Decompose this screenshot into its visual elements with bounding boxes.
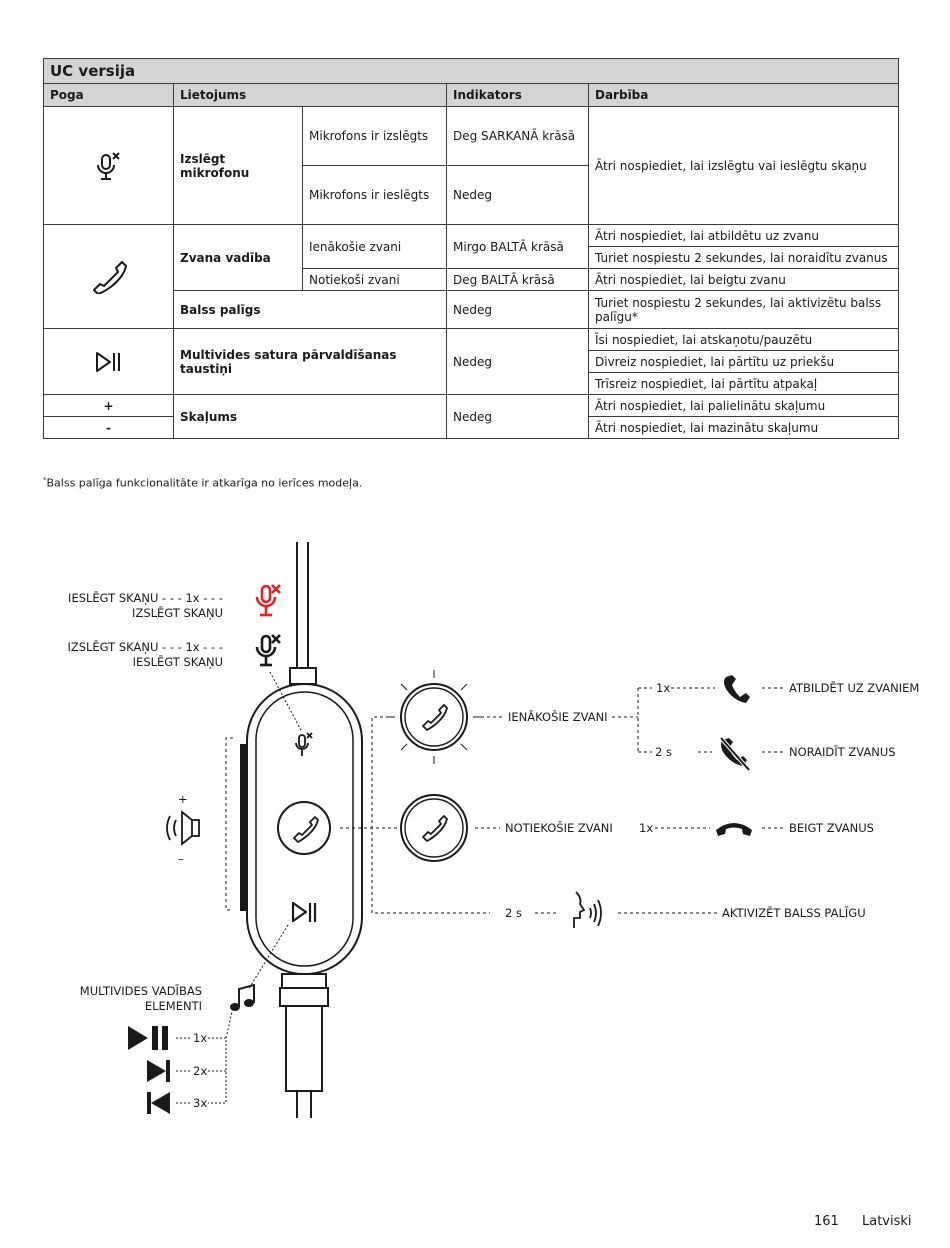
volume-plus-label: + <box>178 792 188 806</box>
table-row-mute-off <box>44 107 899 166</box>
media-connector-lines <box>176 1012 232 1103</box>
call-incoming-action-1: Ātri nospiediet, lai atbildētu uz zvanu <box>589 225 899 247</box>
play-pause-icon <box>95 351 123 373</box>
volume-indicator: Nedeg <box>447 395 589 439</box>
media-3x-label: 3x <box>193 1096 208 1110</box>
table-row-volume-up <box>44 395 899 417</box>
mute-action: Ātri nospiediet, lai izslēgtu vai ieslēgtu skaņu <box>589 107 899 225</box>
call-incoming-indicator: Mirgo BALTĀ krāsā <box>447 225 589 269</box>
mute-indicator-on: Nedeg <box>447 166 589 225</box>
media-label-2: ELEMENTI <box>144 999 202 1013</box>
table-header-row <box>44 84 899 107</box>
table-title: UC versija <box>44 59 899 84</box>
mic-mute-icon <box>96 149 122 183</box>
mute-black-label-2: IESLĒGT SKAŅU <box>132 655 223 669</box>
mute-indicator-off: Deg SARKANĀ krāsā <box>447 107 589 166</box>
page-language: Latviski <box>862 1214 912 1229</box>
connector-lines <box>226 688 786 913</box>
skip-back-icon <box>147 1092 170 1114</box>
incoming-2s-label: 2 s <box>655 745 672 759</box>
play-pause-filled-icon <box>128 1026 168 1050</box>
incoming-handset-icon <box>423 705 447 730</box>
mute-state-off: Mikrofons ir izslēgts <box>303 107 447 166</box>
mic-muted-black-icon <box>257 635 280 665</box>
voice-assistant-icon <box>571 892 601 928</box>
ongoing-calls-label: NOTIEKOŠIE ZVANI <box>505 821 613 835</box>
volume-action-down: Ātri nospiediet, lai mazinātu skaļumu <box>589 417 899 439</box>
call-usage: Zvana vadība <box>174 225 303 291</box>
controller-call-button <box>278 802 330 854</box>
media-label-1: MULTIVIDES VADĪBAS <box>79 984 202 998</box>
media-action-1: Īsi nospiediet, lai atskaņotu/pauzētu <box>589 329 899 351</box>
incoming-call-ring <box>387 670 481 764</box>
mute-red-label-2: IZSLĒGT SKAŅU <box>132 606 223 620</box>
call-incoming-action-2: Turiet nospiestu 2 sekundes, lai noraidītu zvanus <box>589 247 899 269</box>
call-ongoing-indicator: Deg BALTĀ krāsā <box>447 269 589 291</box>
media-1x-label: 1x <box>193 1031 208 1045</box>
controller-mute-icon <box>296 733 312 756</box>
end-calls-label: BEIGT ZVANUS <box>789 821 874 835</box>
voice-assistant-label: AKTIVIZĒT BALSS PALĪGU <box>722 906 866 920</box>
mute-red-label-1: IESLĒGT SKAŅU - - - 1x - - - <box>68 591 223 605</box>
header-poga: Poga <box>44 84 174 107</box>
answer-calls-label: ATBILDĒT UZ ZVANIEM <box>789 681 920 695</box>
mic-muted-red-icon <box>257 585 280 615</box>
voice-usage: Balss palīgs <box>174 291 447 329</box>
incoming-calls-label: IENĀKOŠIE ZVANI <box>508 710 608 724</box>
mute-state-on: Mikrofons ir ieslēgts <box>303 166 447 225</box>
volume-action-up: Ātri nospiediet, lai palielinātu skaļumu <box>589 395 899 417</box>
footnote-marker: * <box>43 476 47 484</box>
answer-phone-icon <box>724 675 750 703</box>
header-lietojums: Lietojums <box>174 84 447 107</box>
call-incoming: Ienākošie zvani <box>303 225 447 269</box>
ongoing-1x-label: 1x <box>639 821 654 835</box>
page-number: 161 <box>814 1214 839 1229</box>
call-ongoing: Notiekoši zvani <box>303 269 447 291</box>
voice-action: Turiet nospiestu 2 sekundes, lai aktivizētu balss palīgu* <box>589 291 899 329</box>
mute-usage: Izslēgt mikrofonu <box>174 107 303 225</box>
incoming-1x-label: 1x <box>656 681 671 695</box>
decline-calls-label: NORAIDĪT ZVANUS <box>789 745 896 759</box>
media-action-2: Divreiz nospiediet, lai pārtītu uz priekšu <box>589 351 899 373</box>
table-row-incoming-1 <box>44 225 899 247</box>
media-action-3: Trīsreiz nospiediet, lai pārtītu atpakaļ <box>589 373 899 395</box>
skip-forward-icon <box>147 1060 170 1082</box>
call-button-cell <box>44 225 174 329</box>
header-indikators: Indikators <box>447 84 589 107</box>
voice-indicator: Nedeg <box>447 291 589 329</box>
decline-phone-icon <box>721 738 749 770</box>
media-2x-label: 2x <box>193 1064 208 1078</box>
controller-play-pause-icon <box>293 903 315 922</box>
speaker-volume-icon <box>167 812 199 844</box>
volume-usage: Skaļums <box>174 395 447 439</box>
end-call-icon <box>716 823 752 836</box>
volume-minus: - <box>44 417 174 439</box>
volume-plus: + <box>44 395 174 417</box>
footnote-text: Balss palīga funkcionalitāte ir atkarīga no ierīces modeļa. <box>46 476 363 490</box>
footnote <box>43 476 362 490</box>
mute-button-cell <box>44 107 174 225</box>
mute-black-label-1: IZSLĒGT SKAŅU - - - 1x - - - <box>67 640 223 654</box>
table-row-media-1 <box>44 329 899 351</box>
ongoing-handset-icon <box>423 816 447 841</box>
call-ongoing-action: Ātri nospiediet, lai beigtu zvanu <box>589 269 899 291</box>
header-darbiba: Darbība <box>589 84 899 107</box>
headset-control-diagram <box>0 520 950 1140</box>
table-title-row <box>44 59 899 84</box>
phone-handset-icon <box>90 260 128 294</box>
controller-handset-icon <box>294 817 318 842</box>
cable-top <box>290 542 316 684</box>
music-note-icon <box>230 985 254 1011</box>
uc-version-table <box>43 58 899 439</box>
media-button-cell <box>44 329 174 395</box>
volume-minus-label: – <box>178 852 184 866</box>
media-usage: Multivides satura pārvaldīšanas taustiņi <box>174 329 447 395</box>
ongoing-call-ring <box>401 795 467 861</box>
media-indicator: Nedeg <box>447 329 589 395</box>
voice-2s-label: 2 s <box>505 906 522 920</box>
